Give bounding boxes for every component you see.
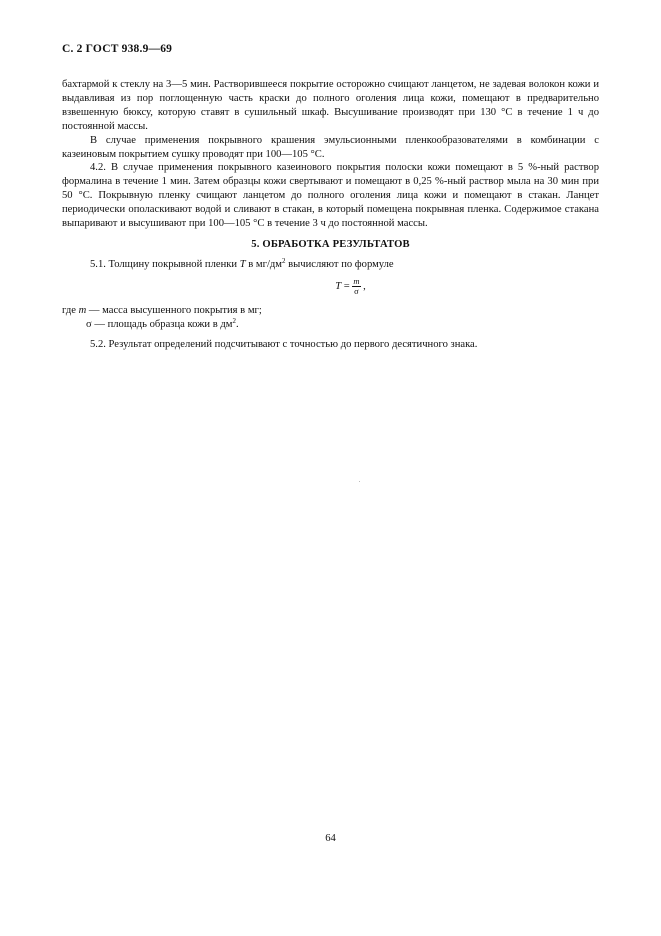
scan-speck <box>359 481 360 482</box>
formula <box>62 276 599 298</box>
paragraph-4-2: 4.2. В случае применения покрывного казеинового покрытия полоски кожи помещают в 5 %-ный раствор формалина в течение 1 мин. Затем образцы кожи свертывают и помещают в 0,25 %-ный раствор мыла на 30 мин при 50 °С. Покрывную пленку счищают ланцетом до полного оголения лица кожи и помещают в стакан. Ланцет периодически ополаскивают водой и сливают в стакан, в который помещена покрывная пленка. Содержимое стакана выпаривают и высушивают при 100—105 °С в течение 3 ч до постоянной массы. <box>62 162 599 230</box>
where-m-line <box>62 304 599 318</box>
paragraph-5-2: 5.2. Результат определений подсчитывают с точностью до первого десятичного знака. <box>90 338 478 350</box>
p51-unit-superscript: 2 <box>282 256 286 265</box>
where-sigma-text: σ — площадь образца кожи в дм <box>86 318 233 330</box>
formula-trail: , <box>360 280 366 292</box>
p51-text-before: 5.1. Толщину покрывной пленки <box>90 258 240 270</box>
where-sigma-end: . <box>236 318 239 330</box>
formula-lhs: T <box>335 280 342 292</box>
formula-fraction <box>352 277 360 296</box>
p51-variable: T <box>239 258 246 270</box>
document-body <box>62 78 599 352</box>
formula-equals: = <box>341 280 353 292</box>
where-sigma-line <box>62 318 599 332</box>
paragraph-emulsion: В случае применения покрывного крашения эмульсионными пленкообразователями в комбинации с казеиновым покрытием сушку проводят при 100—105 °С. <box>62 134 599 160</box>
page-header: С. 2 ГОСТ 938.9—69 <box>62 43 173 55</box>
where-sigma-superscript: 2 <box>232 316 236 325</box>
formula-numerator: m <box>353 275 360 286</box>
formula-denominator: σ <box>354 285 359 296</box>
section-title: 5. ОБРАБОТКА РЕЗУЛЬТАТОВ <box>251 238 410 250</box>
where-prefix: где <box>62 304 79 316</box>
where-m-text: — масса высушенного покрытия в мг; <box>86 304 262 316</box>
page-number: 64 <box>325 833 336 844</box>
paragraph-continuation: бахтармой к стеклу на 3—5 мин. Растворившееся покрытие осторожно счищают ланцетом, не задевая волокон кожи и выдавливая из пор поглощенную часть краски до полного оголения лица кожи, помещают в предварительно взвешенную бюксу, которую ставят в сушильный шкаф. Высушивание производят при 130 °С в течение 1 ч до постоянной массы. <box>62 79 599 132</box>
where-m-variable: m <box>78 304 87 316</box>
p51-text-after: вычисляют по формуле <box>285 258 394 270</box>
paragraph-5-1 <box>62 258 599 272</box>
p51-unit: в мг/дм <box>245 258 283 270</box>
